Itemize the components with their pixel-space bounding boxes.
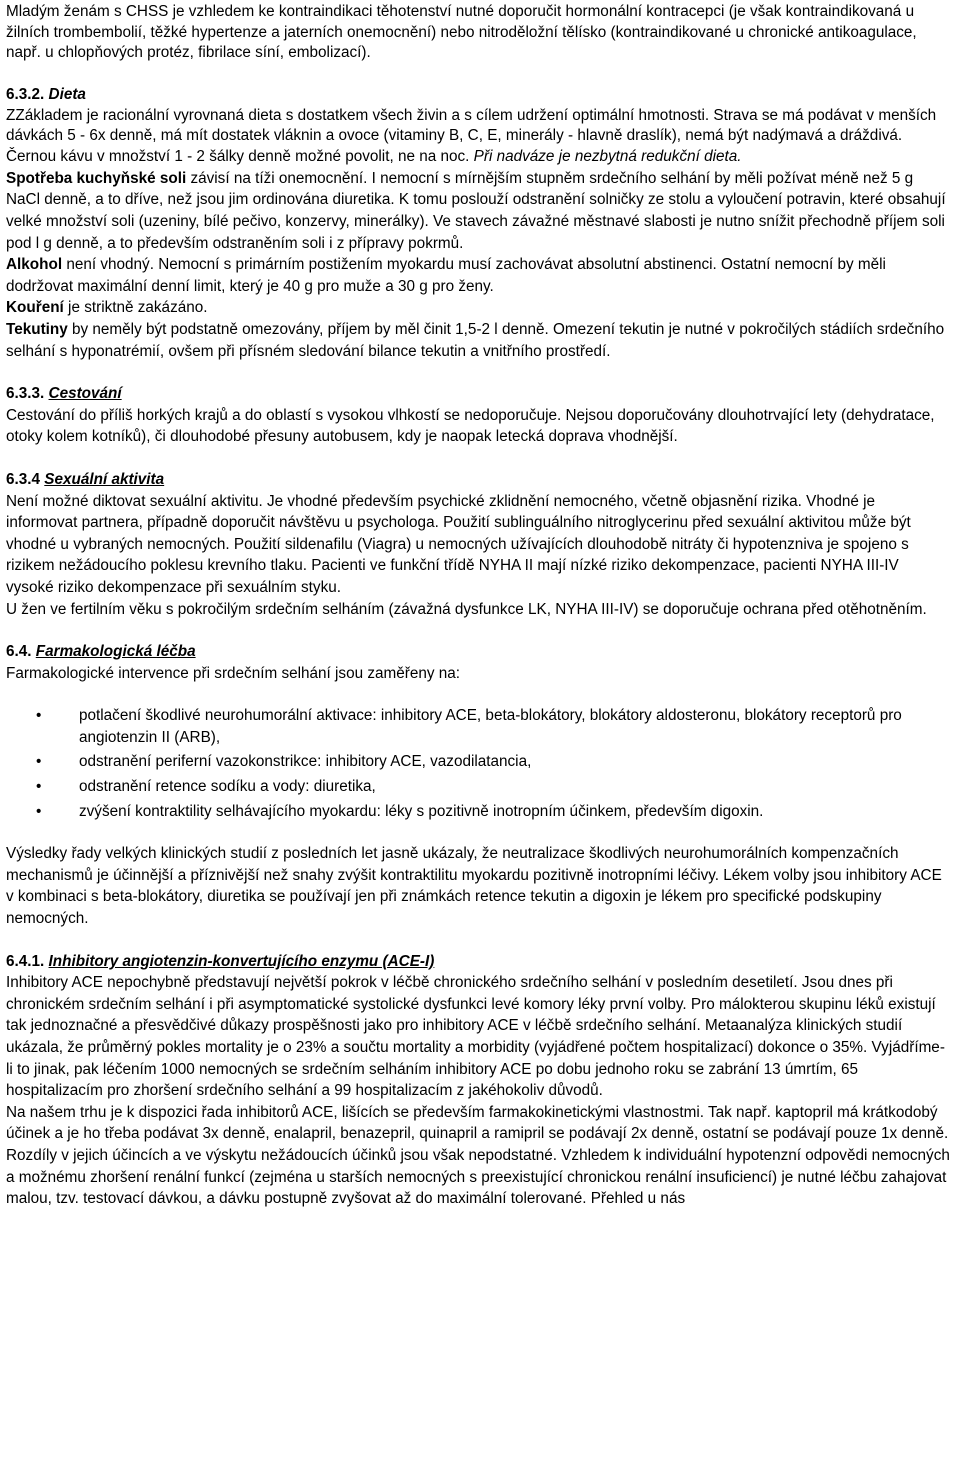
bullet-icon: • <box>36 707 42 725</box>
sex-paragraph-2 <box>6 599 950 621</box>
alcohol-term: Alkohol <box>6 256 63 274</box>
dieta-italic-note: Při nadváze je nezbytná redukční dieta. <box>473 148 742 166</box>
list-item-text: odstranění periferní vazokonstrikce: inhibitory ACE, vazodilatancia, <box>79 753 532 771</box>
bullet-icon: • <box>36 802 42 820</box>
heading-title: Sexuální aktivita <box>44 470 165 488</box>
heading-farmakologie <box>6 641 950 663</box>
cestovani-paragraph <box>6 405 950 448</box>
farm-results-paragraph <box>6 843 950 929</box>
intro-paragraph <box>6 2 950 64</box>
salt-term: Spotřeba kuchyňské soli <box>6 169 187 187</box>
fluids-text: by neměly být podstatně omezovány, příjem by měl činit 1,5-2 l denně. Omezení tekutin je nutné v pokročilých stádiích srdečního selhání s hyponatrémií, ovšem při přísném sledování bilance tekutin a vnitřního prostředí. <box>6 320 945 360</box>
acei-paragraph-1 <box>6 972 950 1102</box>
bullet-icon: • <box>36 778 42 796</box>
list-item <box>6 801 950 823</box>
heading-title: Inhibitory angiotenzin-konvertujícího enzymu (ACE-I) <box>48 952 435 970</box>
list-item-text: odstranění retence sodíku a vody: diuretika, <box>79 778 376 796</box>
dieta-text: ZZákladem je racionální vyrovnaná dieta s dostatkem všech živin a s cílem udržení optimální hmotnosti. Strava se má podávat v menších dávkách 5 - 6x denně, má mít dostatek vláknin a ovoce (vitaminy B, C, E, minerály - hlavně draslík), nemá být nadýmavá a dráždivá. Černou kávu v množství 1 - 2 šálky denně možné povolit, ne na noc. <box>6 106 937 166</box>
acei-text-2: Na našem trhu je k dispozici řada inhibitorů ACE, lišících se především farmakokinetickými vlastnostmi. Tak např. kaptopril má krátkodobý účinek a je ho třeba podávat 3x denně, enalapril, benazepril, quinapril a ramipril se podávají 2x denně, ostatní se podávají pouze 1x denně. Rozdíly v jejich účincích a ve výskytu nežádoucích účinků jsou však nepodstatné. Vzhledem k individuální hypotenzní odpovědi nemocných a možnému zhoršení renální funkcí (zejména u starších nemocných s preexistující chronickou renální insuficiencí) je nutné léčbu zahajovat malou, tzv. testovací dávkou, a dávku postupně zvyšovat až do maximální tolerované. Přehled u nás <box>6 1103 950 1208</box>
document-page <box>6 2 950 1210</box>
heading-cestovani <box>6 383 950 405</box>
heading-number: 6.3.3. <box>6 385 45 403</box>
fluids-term: Tekutiny <box>6 320 68 338</box>
heading-title: Dieta <box>48 86 86 104</box>
smoking-term: Kouření <box>6 299 64 317</box>
heading-number: 6.3.2. <box>6 86 45 104</box>
farm-lead <box>6 663 950 685</box>
salt-paragraph <box>6 168 950 254</box>
sex-text-1: Není možné diktovat sexuální aktivitu. Je vhodné především psychické zklidnění nemocného, včetně objasnění rizika. Vhodné je informovat partnera, případně doporučit návštěvu u psychologa. Použití sublinguálního nitroglycerinu před sexuální aktivitou může být vhodné u vybraných nemocných. Použití sildenafilu (Viagra) u nemocných užívajících dlouhodobě nitráty či hypotenzniva je spojeno s rizikem nežádoucího poklesu krevního tlaku. Pacienti ve funkční třídě NYHA II mají nízké riziko dekompenzace, pacienti NYHA III-IV vysoké riziko dekompenzace při sexuálním styku. <box>6 492 911 596</box>
cestovani-text: Cestování do příliš horkých krajů a do oblastí s vysokou vlhkostí se nedoporučuje. Nejsou doporučovány dlouhotrvající lety (dehydratace, otoky kolem kotníků), či dlouhodobé přesuny autobusem, kdy je naopak letecká doprava vhodnější. <box>6 406 935 446</box>
smoking-text: je striktně zakázáno. <box>68 299 208 317</box>
heading-title: Farmakologická léčba <box>35 643 196 661</box>
list-item <box>6 705 950 748</box>
acei-paragraph-2 <box>6 1102 950 1210</box>
bullet-icon: • <box>36 753 42 771</box>
farm-results-text: Výsledky řady velkých klinických studií z posledních let jasně ukázaly, že neutralizace škodlivých neurohumorálních kompenzačních mechanismů je účinnější a příznivější než snahy zvýšit kontraktilitu myokardu pozitivně inotropními léčivy. Lékem volby jsou inhibitory ACE v kombinaci s beta-blokátory, diuretika se používají jen při známkách retence tekutin a digoxin je lékem pro specifické podskupiny nemocných. <box>6 845 942 928</box>
farm-bullet-list <box>6 705 950 822</box>
sex-paragraph-1 <box>6 491 950 599</box>
intro-text: Mladým ženám s CHSS je vzhledem ke kontraindikaci těhotenství nutné doporučit hormonální kontracepci (je však kontraindikovaná u žilních trombembolií, těžké hypertenze a jaterních onemocnění) nebo nitroděložní tělísko (kontraindikované u chronické antikoagulace, např. u chlopňových protéz, fibrilace síní, embolizací). <box>6 3 917 62</box>
heading-sex <box>6 469 950 491</box>
list-item <box>6 776 950 798</box>
smoking-paragraph <box>6 297 950 319</box>
list-item <box>6 751 950 773</box>
acei-text-1: Inhibitory ACE nepochybně představují největší pokrok v léčbě chronického srdečního selhání v posledním desetiletí. Jsou dnes při chronickém srdečním selhání i při asymptomatické systolické dysfunkci levé komory léky první volby. Pro málokterou skupinu léků existují tak jednoznačné a přesvědčivé důkazy prospěšnosti jako pro inhibitory ACE v léčbě srdečního selhání. Metaanalýza klinických studií ukázala, že průměrný pokles mortality je o 23% a součtu mortality a morbidity (vyjádřené počtem hospitalizací) dokonce o 35%. Vyjádříme-li to jinak, pak léčením 1000 nemocných se srdečním selháním inhibitory ACE po dobu jednoho roku se zabrání 13 úmrtím, 65 hospitalizacím pro zhoršení srdečního selhání a 99 hospitalizacím z jakéhokoliv důvodů. <box>6 974 945 1100</box>
dieta-paragraph <box>6 106 950 168</box>
salt-text: závisí na tíži onemocnění. I nemocní s mírnějším stupněm srdečního selhání by měli požívat méně než 5 g NaCl denně, a to dříve, než jsou jim ordinována diuretika. K tomu poslouží odstranění solničky ze stolu a vyloučení potravin, které obsahují velké množství soli (uzeniny, bílé pečivo, konzervy, minerálky). Ve stavech závažné městnavé slabosti je nutno snížit přechodně příjem soli pod l g denně, a to především odstraněním soli i z přípravy pokrmů. <box>6 169 946 252</box>
heading-acei <box>6 951 950 973</box>
heading-dieta <box>6 84 950 106</box>
alcohol-paragraph <box>6 254 950 297</box>
farm-lead-text: Farmakologické intervence při srdečním selhání jsou zaměřeny na: <box>6 664 461 682</box>
heading-title: Cestování <box>48 385 122 403</box>
list-item-text: zvýšení kontraktility selhávajícího myokardu: léky s pozitivně inotropním účinkem, především digoxin. <box>79 802 764 820</box>
heading-number: 6.4.1. <box>6 952 45 970</box>
fluids-paragraph <box>6 319 950 362</box>
list-item-text: potlačení škodlivé neurohumorální aktivace: inhibitory ACE, beta-blokátory, blokátory aldosteronu, blokátory receptorů pro angiotenzin II (ARB), <box>79 707 902 746</box>
heading-number: 6.4. <box>6 643 32 661</box>
sex-text-2: U žen ve fertilním věku s pokročilým srdečním selháním (závažná dysfunkce LK, NYHA III-IV) se doporučuje ochrana před otěhotněním. <box>6 600 927 618</box>
alcohol-text: není vhodný. Nemocní s primárním postižením myokardu musí zachovávat absolutní abstinenci. Ostatní nemocní by měli dodržovat maximální denní limit, který je 40 g pro muže a 30 g pro ženy. <box>6 256 886 295</box>
heading-number: 6.3.4 <box>6 470 41 488</box>
